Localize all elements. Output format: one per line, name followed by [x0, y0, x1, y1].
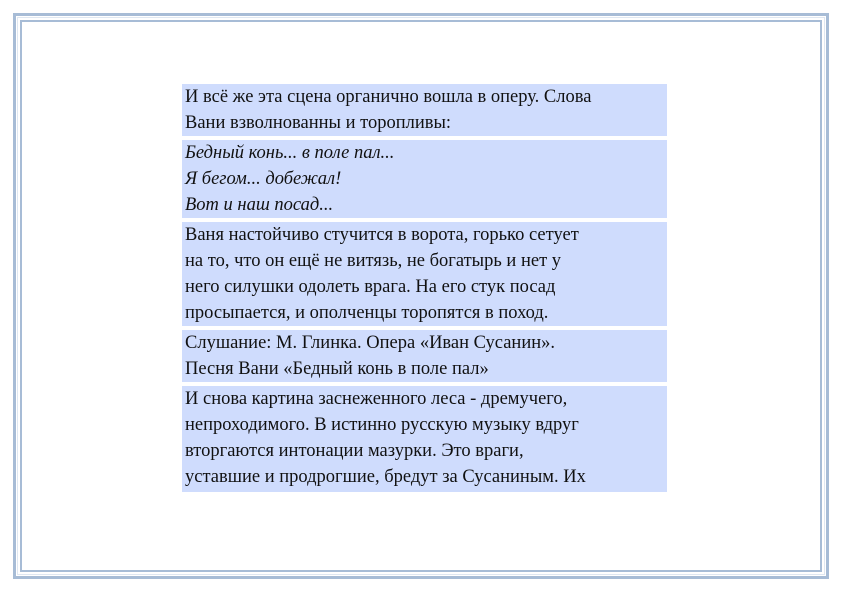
paragraph-forest: И снова картина заснеженного леса - дремучего, непроходимого. В истинно русскую музыку вдруг вторгаются интонации мазурки. Это враги, уставшие и продрогшие, бредут за Сусаниным. Их: [182, 386, 667, 492]
text-block: [182, 84, 667, 492]
paragraph-vanya-knocks: Ваня настойчиво стучится в ворота, горько сетует на то, что он ещё не витязь, не богатырь и нет у него силушки одолеть врага. На его стук посад просыпается, и ополченцы торопятся в поход.: [182, 222, 667, 326]
paragraph-vanya-quote: Бедный конь... в поле пал... Я бегом... добежал! Вот и наш посад...: [182, 140, 667, 218]
paragraph-intro: И всё же эта сцена органично вошла в оперу. Слова Вани взволнованны и торопливы:: [182, 84, 667, 136]
paragraph-listening: Слушание: М. Глинка. Опера «Иван Сусанин». Песня Вани «Бедный конь в поле пал»: [182, 330, 667, 382]
